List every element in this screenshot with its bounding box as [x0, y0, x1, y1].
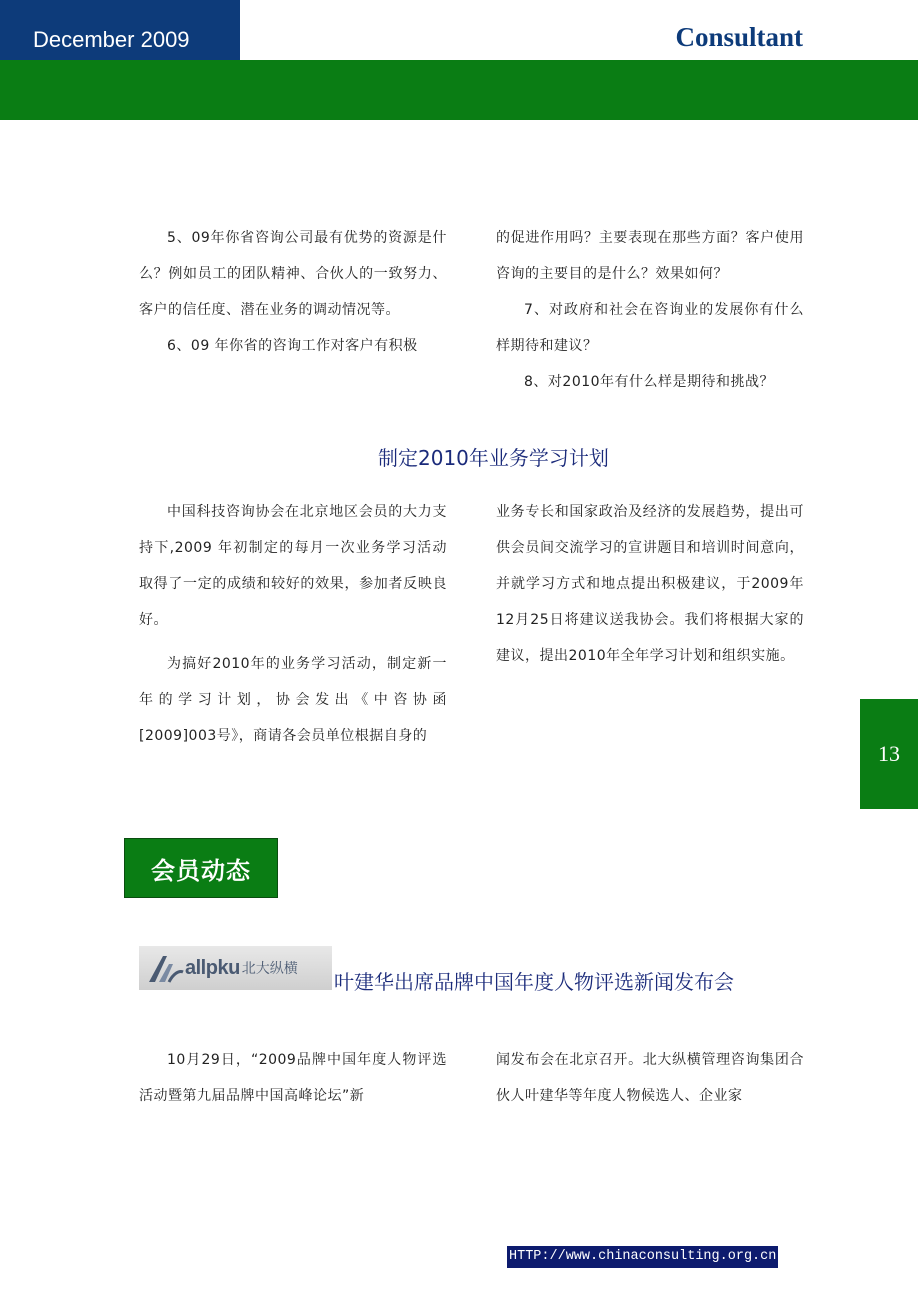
paragraph: 中国科技咨询协会在北京地区会员的大力支持下,2009 年初制定的每月一次业务学习活动取得了一定的成绩和较好的效果，参加者反映良好。: [139, 504, 447, 628]
logo-text: allpku: [185, 956, 240, 979]
news-title: 叶建华出席品牌中国年度人物评选新闻发布会: [334, 970, 734, 994]
news-left-column: [139, 1042, 447, 1114]
paragraph: 5、09年你省咨询公司最有优势的资源是什么？例如员工的团队精神、合伙人的一致努力、客户的信任度、潜在业务的调动情况等。: [139, 230, 447, 318]
paragraph: 为搞好2010年的业务学习活动，制定新一年的学习计划，协会发出《中咨协函[2009]003号》，商请各会员单位根据自身的: [139, 656, 447, 744]
questions-left-column: [139, 220, 447, 364]
paragraph: 闻发布会在北京召开。北大纵横管理咨询集团合伙人叶建华等年度人物候选人、企业家: [496, 1052, 804, 1104]
paragraph: 的促进作用吗？主要表现在那些方面？客户使用咨询的主要目的是什么？效果如何？: [496, 230, 804, 282]
paragraph: 6、09 年你省的咨询工作对客户有积极: [167, 338, 418, 354]
article-left-column: [139, 494, 447, 754]
allpku-logo: [139, 946, 332, 990]
logo-chinese-text: 北大纵横: [241, 961, 298, 977]
logo-mark-icon: [145, 952, 185, 984]
paragraph: 8、对2010年有什么样是期待和挑战？: [524, 374, 775, 390]
website-link[interactable]: HTTP://www.chinaconsulting.org.cn: [507, 1246, 778, 1268]
article-right-column: [496, 494, 804, 674]
magazine-title: Consultant: [675, 22, 803, 52]
header-band: [0, 60, 918, 120]
paragraph: 10月29日，“2009品牌中国年度人物评选活动暨第九届品牌中国高峰论坛”新: [139, 1052, 447, 1104]
page-number-tab: 13: [860, 699, 918, 809]
paragraph: 业务专长和国家政治及经济的发展趋势，提出可供会员间交流学习的宣讲题目和培训时间意向，并就学习方式和地点提出积极建议，于2009年12月25日将建议送我协会。我们将根据大家的建议，提出2010年全年学习计划和组织实施。: [496, 504, 804, 664]
article-heading: 制定2010年业务学习计划: [378, 446, 609, 470]
member-news-badge: 会员动态: [124, 838, 278, 898]
questions-right-column: [496, 220, 804, 400]
news-right-column: [496, 1042, 804, 1114]
paragraph: 7、对政府和社会在咨询业的发展你有什么样期待和建议？: [496, 302, 804, 354]
issue-date: December 2009: [0, 0, 240, 60]
